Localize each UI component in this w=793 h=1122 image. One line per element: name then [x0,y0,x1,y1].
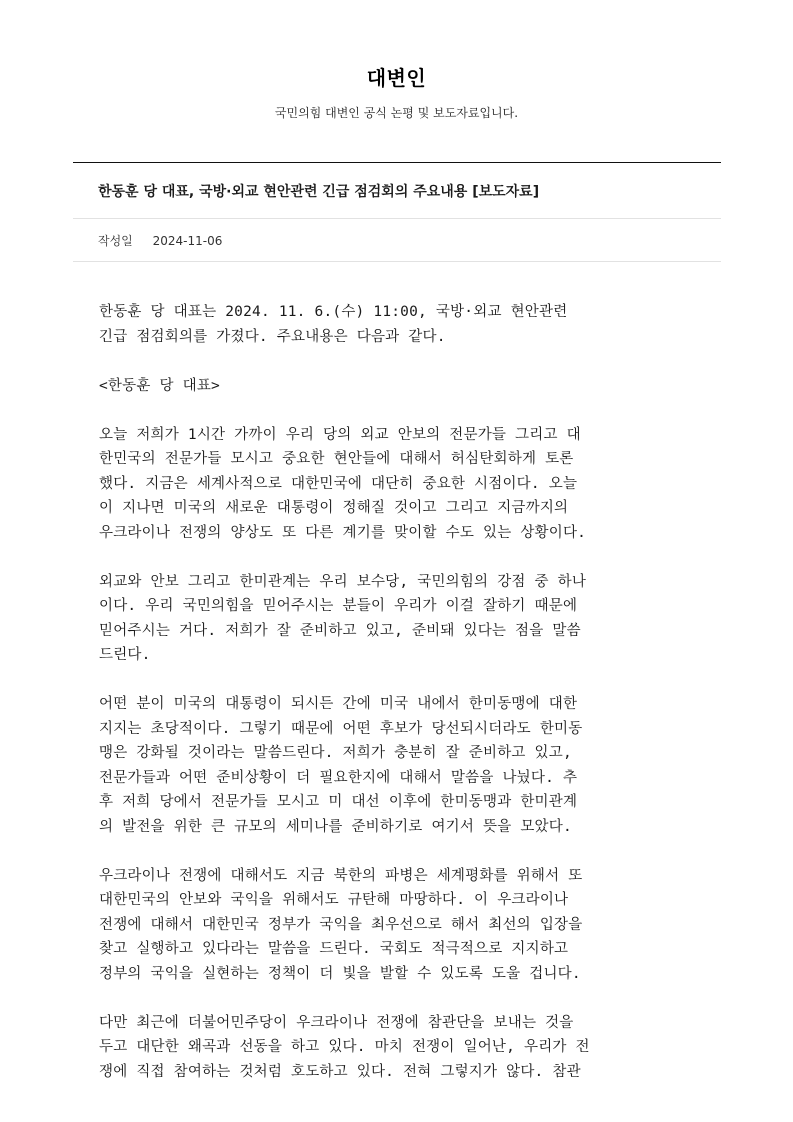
body-line: 전쟁에 대해서 대한민국 정부가 국익을 최우선으로 해서 최선의 입장을 [99,916,583,933]
body-line: 긴급 점검회의를 가졌다. 주요내용은 다음과 같다. [99,328,446,345]
article-meta [98,232,222,249]
page-description: 국민의힘 대변인 공식 논평 및 보도자료입니다. [274,106,519,120]
paragraph-gap [99,986,699,1011]
body-line: 이다. 우리 국민의힘을 믿어주시는 분들이 우리가 이걸 잘하기 때문에 [99,598,578,614]
body-line: 했다. 지금은 세계사적으로 대한민국에 대단히 중요한 시점이다. 오늘 [99,475,578,492]
paragraph-gap [99,668,699,693]
title-divider [73,218,721,219]
body-line: 후 저희 당에서 전문가들 모시고 미 대선 이후에 한미동맹과 한미관계 [99,794,578,810]
body-line: 한민국의 전문가들 모시고 중요한 현안들에 대해서 허심탄회하게 토론 [99,451,574,467]
body-line: 맹은 강화될 것이라는 말씀드린다. 저희가 충분히 잘 준비하고 있고, [99,745,572,761]
body-line: 대한민국의 안보와 국익을 위해서도 규탄해 마땅하다. 이 우크라이나 [99,892,569,908]
body-line: 지지는 초당적이다. 그렇기 때문에 어떤 후보가 당선되시더라도 한미동 [99,720,583,737]
body-line: 찾고 실행하고 있다라는 말씀을 드린다. 국회도 적극적으로 지지하고 [99,941,569,957]
paragraph-gap [99,839,699,864]
body-line: 전문가들과 어떤 준비상황이 더 필요한지에 대해서 말씀을 나눴다. 추 [99,769,578,786]
article-title: 한동훈 당 대표, 국방·외교 현안관련 긴급 점검회의 주요내용 [보도자료] [98,184,540,200]
body-line: 오늘 저희가 1시간 가까이 우리 당의 외교 안보의 전문가들 그리고 대 [99,426,581,443]
paragraph-gap [99,545,699,570]
body-line: 드린다. [99,647,151,663]
body-line: 두고 대단한 왜곡과 선동을 하고 있다. 마치 전쟁이 일어난, 우리가 전 [99,1039,590,1055]
body-line: 이 지나면 미국의 새로운 대통령이 정해질 것이고 그리고 지금까지의 [99,500,569,516]
paragraph-gap [99,349,699,374]
body-line: 정부의 국익을 실현하는 정책이 더 빛을 발할 수 있도록 도울 겁니다. [99,965,581,982]
body-line: 의 발전을 위한 큰 규모의 세미나를 준비하기로 여기서 뜻을 모았다. [99,818,572,835]
body-line: 우크라이나 전쟁에 대해서도 지금 북한의 파병은 세계평화를 위해서 또 [99,867,583,884]
body-line: 우크라이나 전쟁의 양상도 또 다른 계기를 맞이할 수도 있는 상황이다. [99,524,587,541]
body-line: <한동훈 당 대표> [99,377,220,394]
body-line: 외교와 안보 그리고 한미관계는 우리 보수당, 국민의힘의 강점 중 하나 [99,573,587,590]
paragraph-gap [99,398,699,423]
body-line: 어떤 분이 미국의 대통령이 되시든 간에 미국 내에서 한미동맹에 대한 [99,696,578,712]
body-line: 다만 최근에 더불어민주당이 우크라이나 전쟁에 참관단을 보내는 것을 [99,1014,574,1031]
body-line: 믿어주시는 거다. 저희가 잘 준비하고 있고, 준비돼 있다는 점을 말씀 [99,622,581,639]
body-line: 한동훈 당 대표는 2024. 11. 6.(수) 11:00, 국방·외교 현안관련 [99,304,568,320]
page-title: 대변인 [366,66,427,90]
meta-divider [73,261,721,262]
post-date: 2024-11-06 [152,234,223,248]
header-divider [73,162,721,163]
article-body [99,300,699,1084]
body-line: 쟁에 직접 참여하는 것처럼 호도하고 있다. 전혀 그렇지가 않다. 참관 [99,1063,581,1080]
date-label: 작성일 [98,234,133,248]
